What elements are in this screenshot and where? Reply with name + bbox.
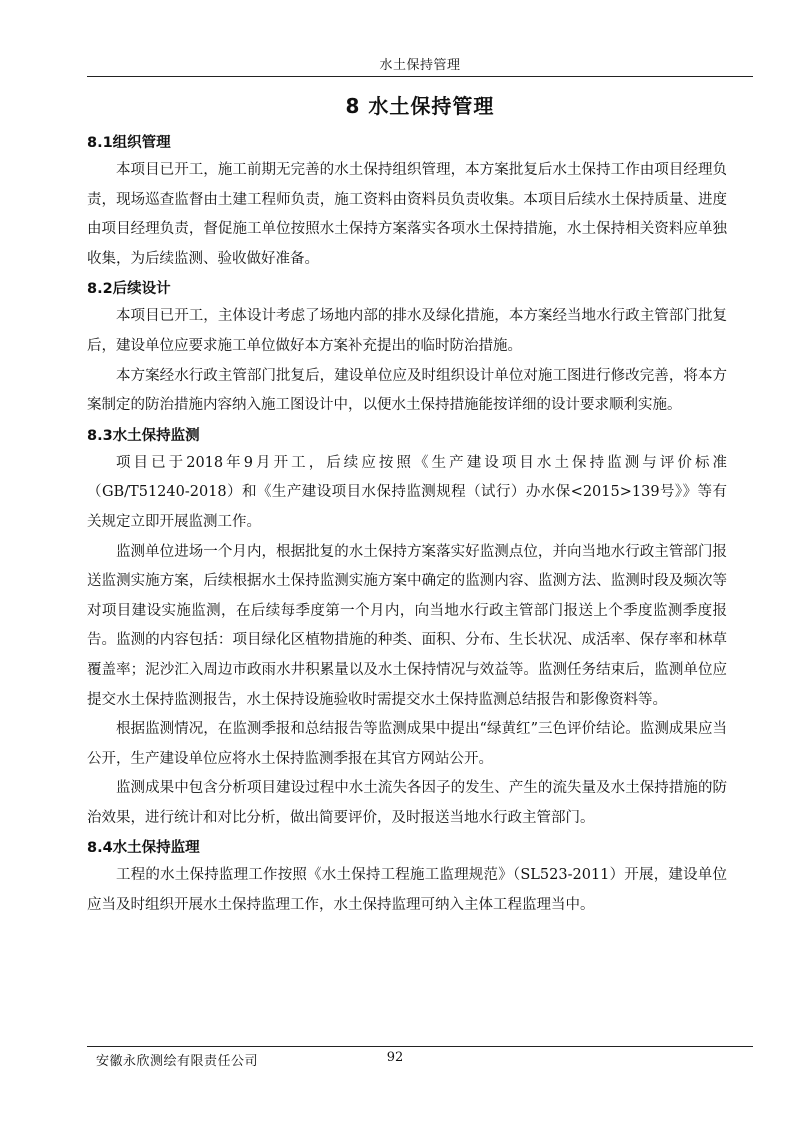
paragraph: 监测成果中包含分析项目建设过程中水土流失各因子的发生、产生的流失量及水土保持措施的防治效果，进行统计和对比分析，做出简要评价，及时报送当地水行政主管部门。 xyxy=(87,780,727,826)
page-number: 92 xyxy=(386,1050,404,1065)
chapter-title: 8 水土保持管理 xyxy=(345,94,495,118)
section-follow-up-design xyxy=(87,276,727,420)
paragraph: 项目已于2018年9月开工，后续应按照《生产建设项目水土保持监测与评价标准（GB/T51240-2018）和《生产建设项目水保持监测规程（试行）办水保<2015>139号》》等有关规定立即开展监测工作。 xyxy=(87,454,727,530)
footer-divider xyxy=(87,1046,753,1047)
section-organization xyxy=(87,130,727,274)
paragraph: 本项目已开工，主体设计考虑了场地内部的排水及绿化措施，本方案经当地水行政主管部门批复后，建设单位应要求施工单位做好本方案补充提出的临时防治措施。 xyxy=(87,308,727,354)
paragraph: 工程的水土保持监理工作按照《水土保持工程施工监理规范》（SL523-2011）开展，建设单位应当及时组织开展水土保持监理工作，水土保持监理可纳入主体工程监理当中。 xyxy=(87,867,727,914)
section-heading: 8.4水土保持监理 xyxy=(87,840,200,857)
footer-company-name: 安徽永欣测绘有限责任公司 xyxy=(96,1054,259,1069)
section-heading: 8.1组织管理 xyxy=(87,135,171,151)
running-header: 水土保持管理 xyxy=(379,58,461,73)
paragraph: 本方案经水行政主管部门批复后，建设单位应及时组织设计单位对施工图进行修改完善，将本方案制定的防治措施内容纳入施工图设计中，以便水土保持措施能按详细的设计要求顺利实施。 xyxy=(87,367,727,414)
paragraph: 监测单位进场一个月内，根据批复的水土保持方案落实好监测点位，并向当地水行政主管部门报送监测实施方案，后续根据水土保持监测实施方案中确定的监测内容、监测方法、监测时段及频次等对项目建设实施监测，在后续每季度第一个月内，向当地水行政主管部门报送上个季度监测季度报告。监测的内容包括：项目绿化区植物措施的种类、面积、分布、生长状况、成活率、保存率和林草覆盖率；泥沙汇入周边市政雨水井积累量以及水土保持情况与效益等。监测任务结束后，监测单位应提交水土保持监测报告，水土保持设施验收时需提交水土保持监测总结报告和影像资料等。 xyxy=(87,543,727,708)
section-monitoring xyxy=(87,423,727,834)
header-divider xyxy=(87,76,753,77)
document-body xyxy=(87,130,727,921)
section-heading: 8.3水土保持监测 xyxy=(87,427,200,444)
paragraph: 本项目已开工，施工前期无完善的水土保持组织管理，本方案批复后水土保持工作由项目经理负责，现场巡查监督由土建工程师负责，施工资料由资料员负责收集。本项目后续水土保持质量、进度由项目经理负责，督促施工单位按照水土保持方案落实各项水土保持措施，水土保持相关资料应单独收集，为后续监测、验收做好准备。 xyxy=(87,162,727,267)
paragraph: 根据监测情况，在监测季报和总结报告等监测成果中提出“绿黄红”三色评价结论。监测成果应当公开，生产建设单位应将水土保持监测季报在其官方网站公开。 xyxy=(87,721,727,767)
section-heading: 8.2后续设计 xyxy=(87,281,171,298)
section-supervision xyxy=(87,835,727,920)
